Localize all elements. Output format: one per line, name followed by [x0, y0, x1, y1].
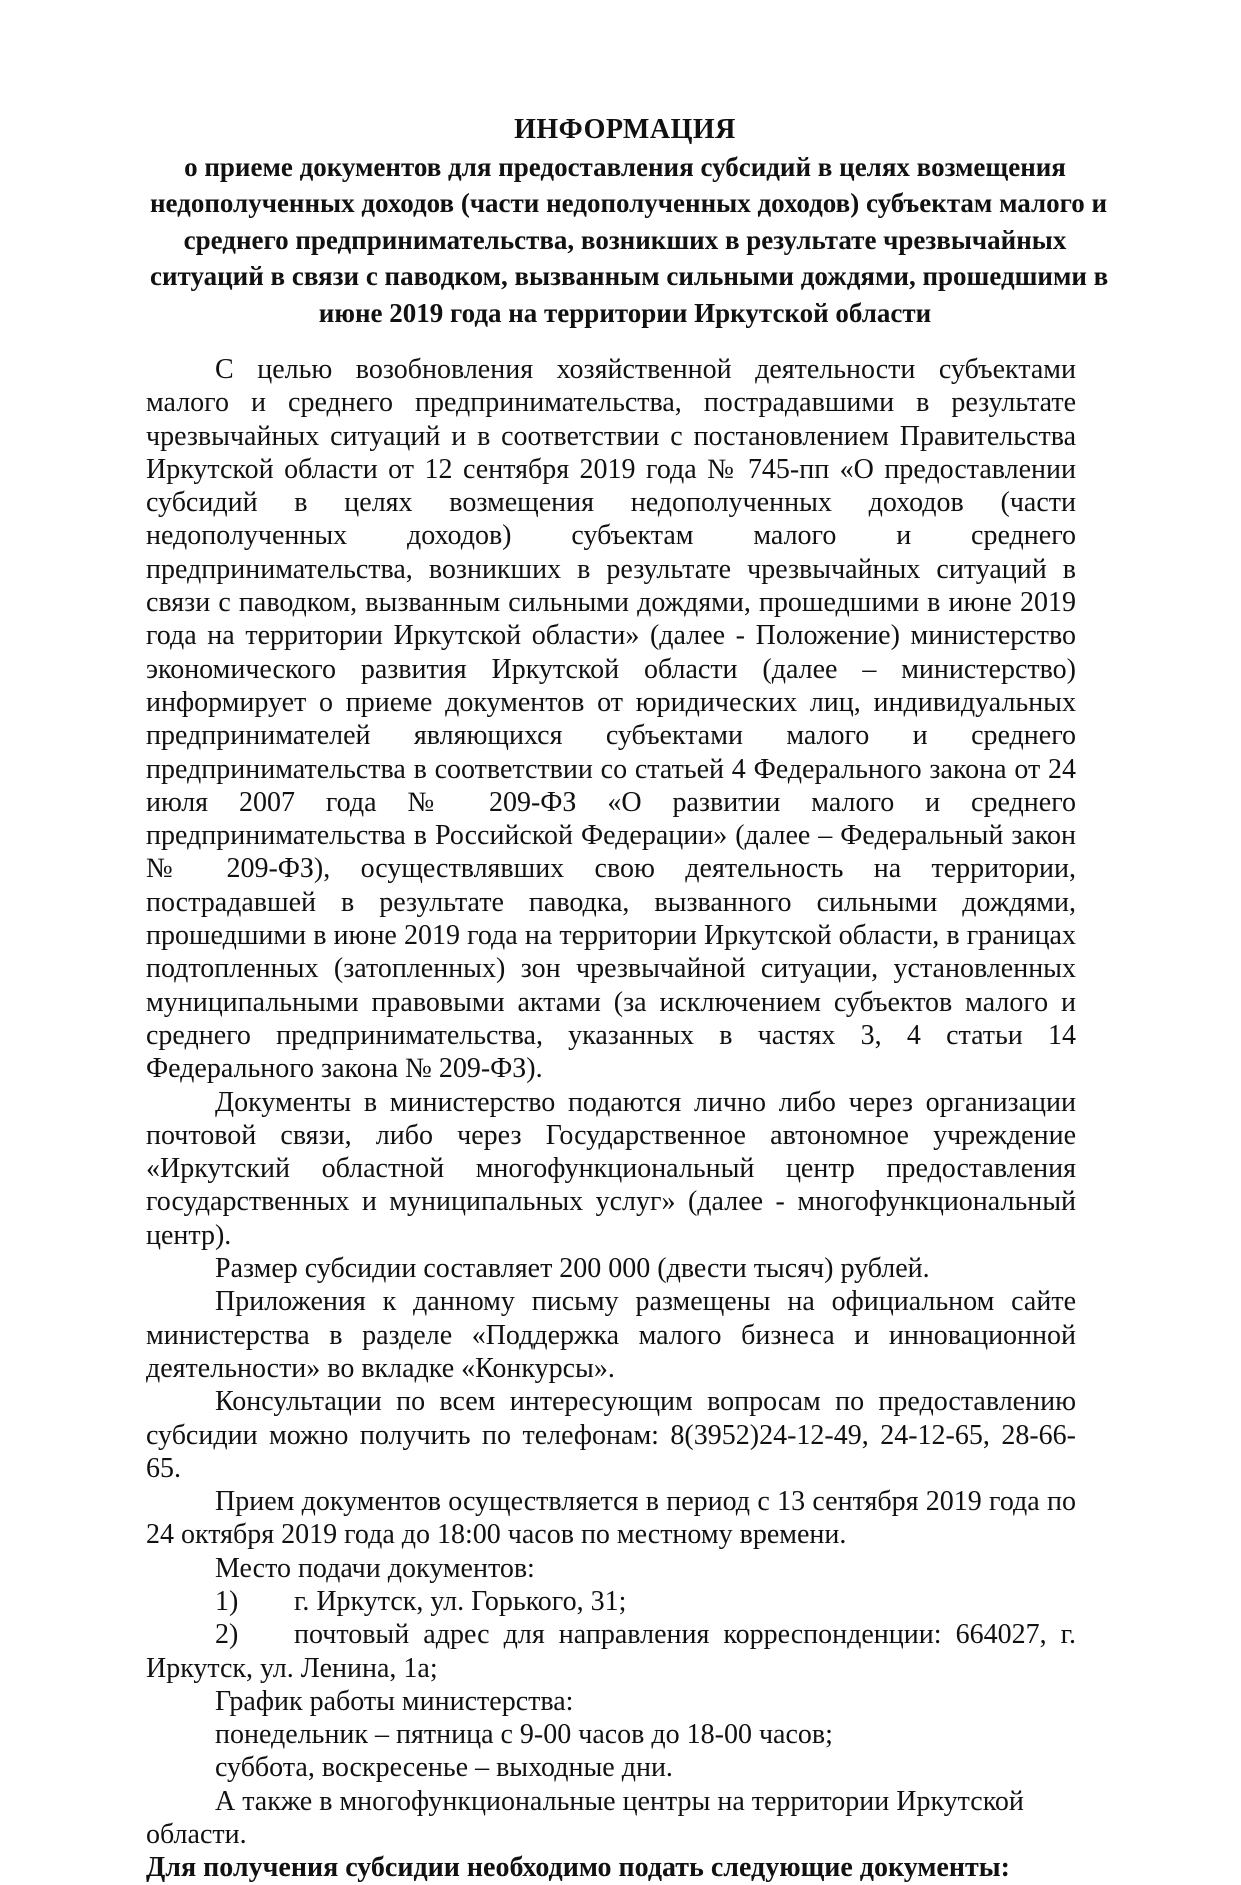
paragraph-submission-place: Место подачи документов:: [215, 1552, 535, 1584]
heading-line-3: среднего предпринимательства, возникших в результате чрезвычайных: [183, 224, 1067, 255]
paragraph-subsidy-amount: Размер субсидии составляет 200 000 (двести тысяч) рублей.: [215, 1253, 930, 1285]
list-item-number: 1): [215, 1585, 239, 1617]
paragraph-submission-methods: Документы в министерство подаются лично либо через организации почтовой связи, либо через Государственное автономное учреждение «Иркутский областной многофункциональный центр предоставления государственных и муниципальных услуг» (далее - многофункциональный центр).: [146, 1086, 1076, 1251]
list-item-address-1: [146, 1585, 1076, 1618]
paragraph-schedule-title: График работы министерства:: [215, 1685, 574, 1717]
paragraph-schedule-weekend: суббота, воскресенье – выходные дни.: [215, 1752, 673, 1784]
list-item-address-2: [146, 1618, 1076, 1685]
heading-line-2: недополученных доходов (части недополученных доходов) субъектам малого и: [150, 188, 1108, 218]
paragraph-purpose: С целью возобновления хозяйственной деятельности субъектами малого и среднего предпринимательства, пострадавшими в результате чрезвычайных ситуаций и в соответствии с постановлением Правительства Иркутской области от 12 сентября 2019 года № 745-пп «О предоставлении субсидий в целях возмещения недополученных доходов (части недополученных доходов) субъектам малого и среднего предпринимательства, возникших в результате чрезвычайных ситуаций в связи с паводком, вызванным сильными дождями, прошедшими в июне 2019 года на территории Иркутской области» (далее - Положение) министерство экономического развития Иркутской области (далее – министерство) информирует о приеме документов от юридических лиц, индивидуальных предпринимателей являющихся субъектами малого и среднего предпринимательства в соответствии со статьей 4 Федерального закона от 24 июля 2007 года № 209-ФЗ «О развитии малого и среднего предпринимательства в Российской Федерации» (далее – Федеральный закон № 209-ФЗ), осуществлявших свою деятельность на территории, пострадавшей в результате паводка, вызванного сильными дождями, прошедшими в июне 2019 года на территории Иркутской области, в границах подтопленных (затопленных) зон чрезвычайной ситуации, установленных муниципальными правовыми актами (за исключением субъектов малого и среднего предпринимательства, указанных в частях 3, 4 статьи 14 Федерального закона № 209-ФЗ).: [146, 354, 1076, 1085]
paragraph-acceptance-period: Прием документов осуществляется в период с 13 сентября 2019 года по 24 октября 2019 года до 18:00 часов по местному времени.: [146, 1486, 1076, 1551]
document-body: [146, 353, 1076, 1885]
heading-line-4: ситуаций в связи с паводком, вызванным сильными дождями, прошедшими в: [150, 261, 1109, 291]
heading-line-5: июне 2019 года на территории Иркутской области: [318, 297, 932, 328]
paragraph-documents-required: Для получения субсидии необходимо подать следующие документы:: [146, 1852, 1010, 1884]
paragraph-schedule-weekdays: понедельник – пятница с 9-00 часов до 18-00 часов;: [215, 1719, 833, 1751]
list-item-text: г. Иркутск, ул. Горького, 31;: [294, 1585, 627, 1617]
paragraph-mfc: А также в многофункциональные центры на территории Иркутской области.: [146, 1785, 1024, 1851]
list-item-text: почтовый адрес для направления корреспонденции: 664027, г. Иркутск, ул. Ленина, 1а;: [146, 1619, 1076, 1684]
paragraph-consultations: Консультации по всем интересующим вопросам по предоставлению субсидии можно получить по телефонам: 8(3952)24-12-49, 24-12-65, 28-66-65.: [146, 1386, 1076, 1484]
document-heading: [150, 112, 1109, 331]
heading-line-1: о приеме документов для предоставления субсидий в целях возмещения: [184, 151, 1066, 182]
document-title: ИНФОРМАЦИЯ: [514, 114, 736, 145]
paragraph-attachments: Приложения к данному письму размещены на официальном сайте министерства в разделе «Поддержка малого бизнеса и инновационной деятельности» во вкладке «Конкурсы».: [146, 1286, 1076, 1384]
list-item-number: 2): [215, 1619, 239, 1651]
